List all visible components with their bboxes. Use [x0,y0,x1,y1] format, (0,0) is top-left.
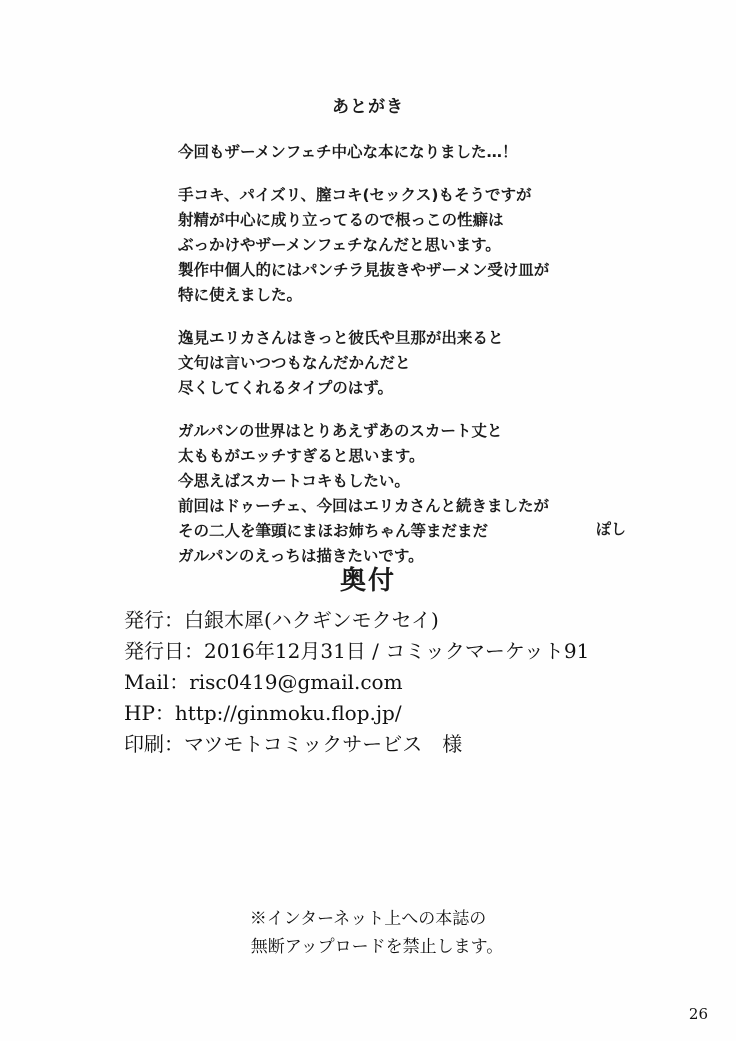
afterword-line: ガルパンの世界はとりあえずあのスカート丈と [178,422,503,440]
colophon-list [124,605,724,760]
afterword-heading: あとがき [332,97,404,117]
page-number: 26 [688,1005,708,1023]
colophon-row-homepage: HP：http://ginmoku.flop.jp/ [124,701,402,725]
afterword-line: 今思えばスカートコキもしたい。 [178,472,410,490]
colophon-row-mail: Mail：risc0419@gmail.com [124,670,403,694]
afterword-paragraph [178,183,648,308]
afterword-line: 製作中個人的にはパンチラ見抜きやザーメン受け皿が [178,261,550,279]
afterword-line: 前回はドゥーチェ、今回はエリカさんと続きましたが [178,497,549,515]
afterword-line: ガルパンのえっちは描きたいです。 [178,547,424,565]
colophon-row-date: 発行日：2016年12月31日 / コミックマーケット91 [124,639,590,663]
afterword-paragraph [178,140,648,165]
author-signature: ぽし [596,520,627,538]
afterword-line: 手コキ、パイズリ、膣コキ(セックス)もそうですが [178,186,532,204]
afterword-paragraph [178,419,648,569]
afterword-line: 尽くしてくれるタイプのはず。 [178,379,393,397]
colophon-row-printer: 印刷：マツモトコミックサービス 様 [124,732,463,756]
notice-line-1: ※インターネット上への本誌の [249,909,487,929]
afterword-line: 太ももがエッチすぎると思います。 [178,447,425,465]
afterword-line: 特に使えました。 [178,286,303,304]
afterword-line: 文句は言いつつもなんだかんだと [178,354,411,372]
upload-prohibition-notice [0,905,736,961]
afterword-paragraph [178,326,648,401]
notice-line-2: 無断アップロードを禁止します。 [250,937,504,957]
afterword-line: 逸見エリカさんはきっと彼氏や旦那が出来ると [178,329,504,347]
afterword-line: 射精が中心に成り立ってるので根っこの性癖は [178,211,504,229]
colophon-heading: 奥付 [339,566,396,596]
afterword-line: 今回もザーメンフェチ中心な本になりました…！ [178,143,518,161]
afterword-body [178,140,648,587]
afterword-line: ぶっかけやザーメンフェチなんだと思います。 [178,236,501,254]
afterword-line: その二人を筆頭にまほお姉ちゃん等まだまだ [178,522,489,540]
colophon-row-publisher: 発行：白銀木犀(ハクギンモクセイ) [124,608,439,632]
